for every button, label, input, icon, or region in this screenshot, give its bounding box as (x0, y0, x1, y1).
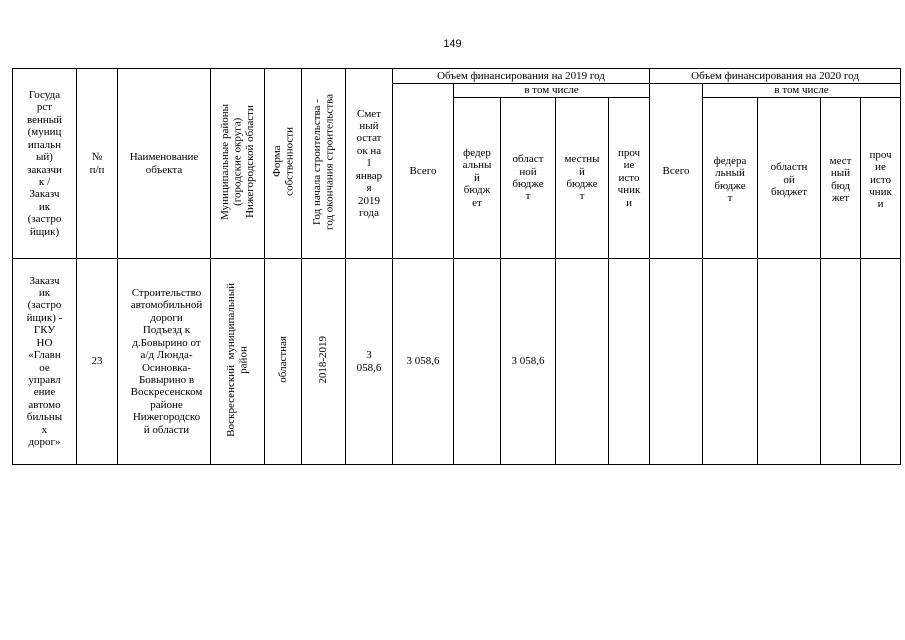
header-other-2019: проч ие исто чник и (609, 98, 650, 259)
header-federal-2020: федера льный бюдже т (703, 102, 758, 259)
header-other-2020: проч ие исто чник и (861, 102, 901, 259)
row-federal-2019 (454, 259, 501, 465)
row-local-2020 (821, 259, 861, 465)
header-district: Муниципальные районы (городские округа) Нижегородской области (211, 69, 265, 259)
header-fin-2019: Объем финансирования на 2019 год (393, 69, 650, 84)
header-total-2020: Всего (650, 84, 703, 259)
header-total-2019: Всего (393, 84, 454, 259)
row-other-2020 (861, 259, 901, 465)
page-number: 149 (443, 38, 462, 50)
header-customer: Госуда рст венный (муниц ипальн ый) заказчи к / Заказч ик (застро йщик) (13, 69, 77, 259)
row-regional-2020 (758, 259, 821, 465)
header-estimate: Смет ный остат ок на 1 январ я 2019 года (346, 69, 393, 259)
row-district: Воскресенский муниципальный район (211, 259, 265, 465)
row-period: 2018-2019 (302, 259, 346, 465)
row-federal-2020 (703, 259, 758, 465)
header-local-2020: мест ный бюд жет (821, 102, 861, 259)
header-ownership: Форма собственности (265, 69, 302, 259)
table-row (13, 259, 901, 465)
row-customer: Заказч ик (застро йщик) - ГКУ НО «Главн ое управл ение автомо бильны х дорог» (13, 259, 77, 465)
header-federal-2019: федер альны й бюдж ет (454, 98, 501, 259)
row-number: 23 (77, 259, 118, 465)
row-total-2020 (650, 259, 703, 465)
row-other-2019 (609, 259, 650, 465)
row-local-2019 (556, 259, 609, 465)
header-period: Год начала строительства - год окончания строительства (302, 69, 346, 259)
row-total-2019: 3 058,6 (393, 259, 454, 465)
header-regional-2020: областн ой бюджет (758, 102, 821, 259)
financing-table (12, 68, 901, 465)
header-including-2020: в том числе (703, 84, 901, 98)
header-local-2019: местны й бюдже т (556, 98, 609, 259)
header-fin-2020: Объем финансирования на 2020 год (650, 69, 901, 84)
header-including-2019: в том числе (454, 84, 650, 98)
row-regional-2019: 3 058,6 (501, 259, 556, 465)
header-name: Наименование объекта (118, 69, 211, 259)
header-regional-2019: област ной бюдже т (501, 98, 556, 259)
header-number: № п/п (77, 69, 118, 259)
row-ownership: областная (265, 259, 302, 465)
row-estimate: 3 058,6 (346, 259, 393, 465)
row-name: Строительство автомобильной дороги Подъезд к д.Бовырино от а/д Люнда- Осиновка- Бовырино в Воскресенском районе Нижегородско й области (118, 259, 211, 465)
